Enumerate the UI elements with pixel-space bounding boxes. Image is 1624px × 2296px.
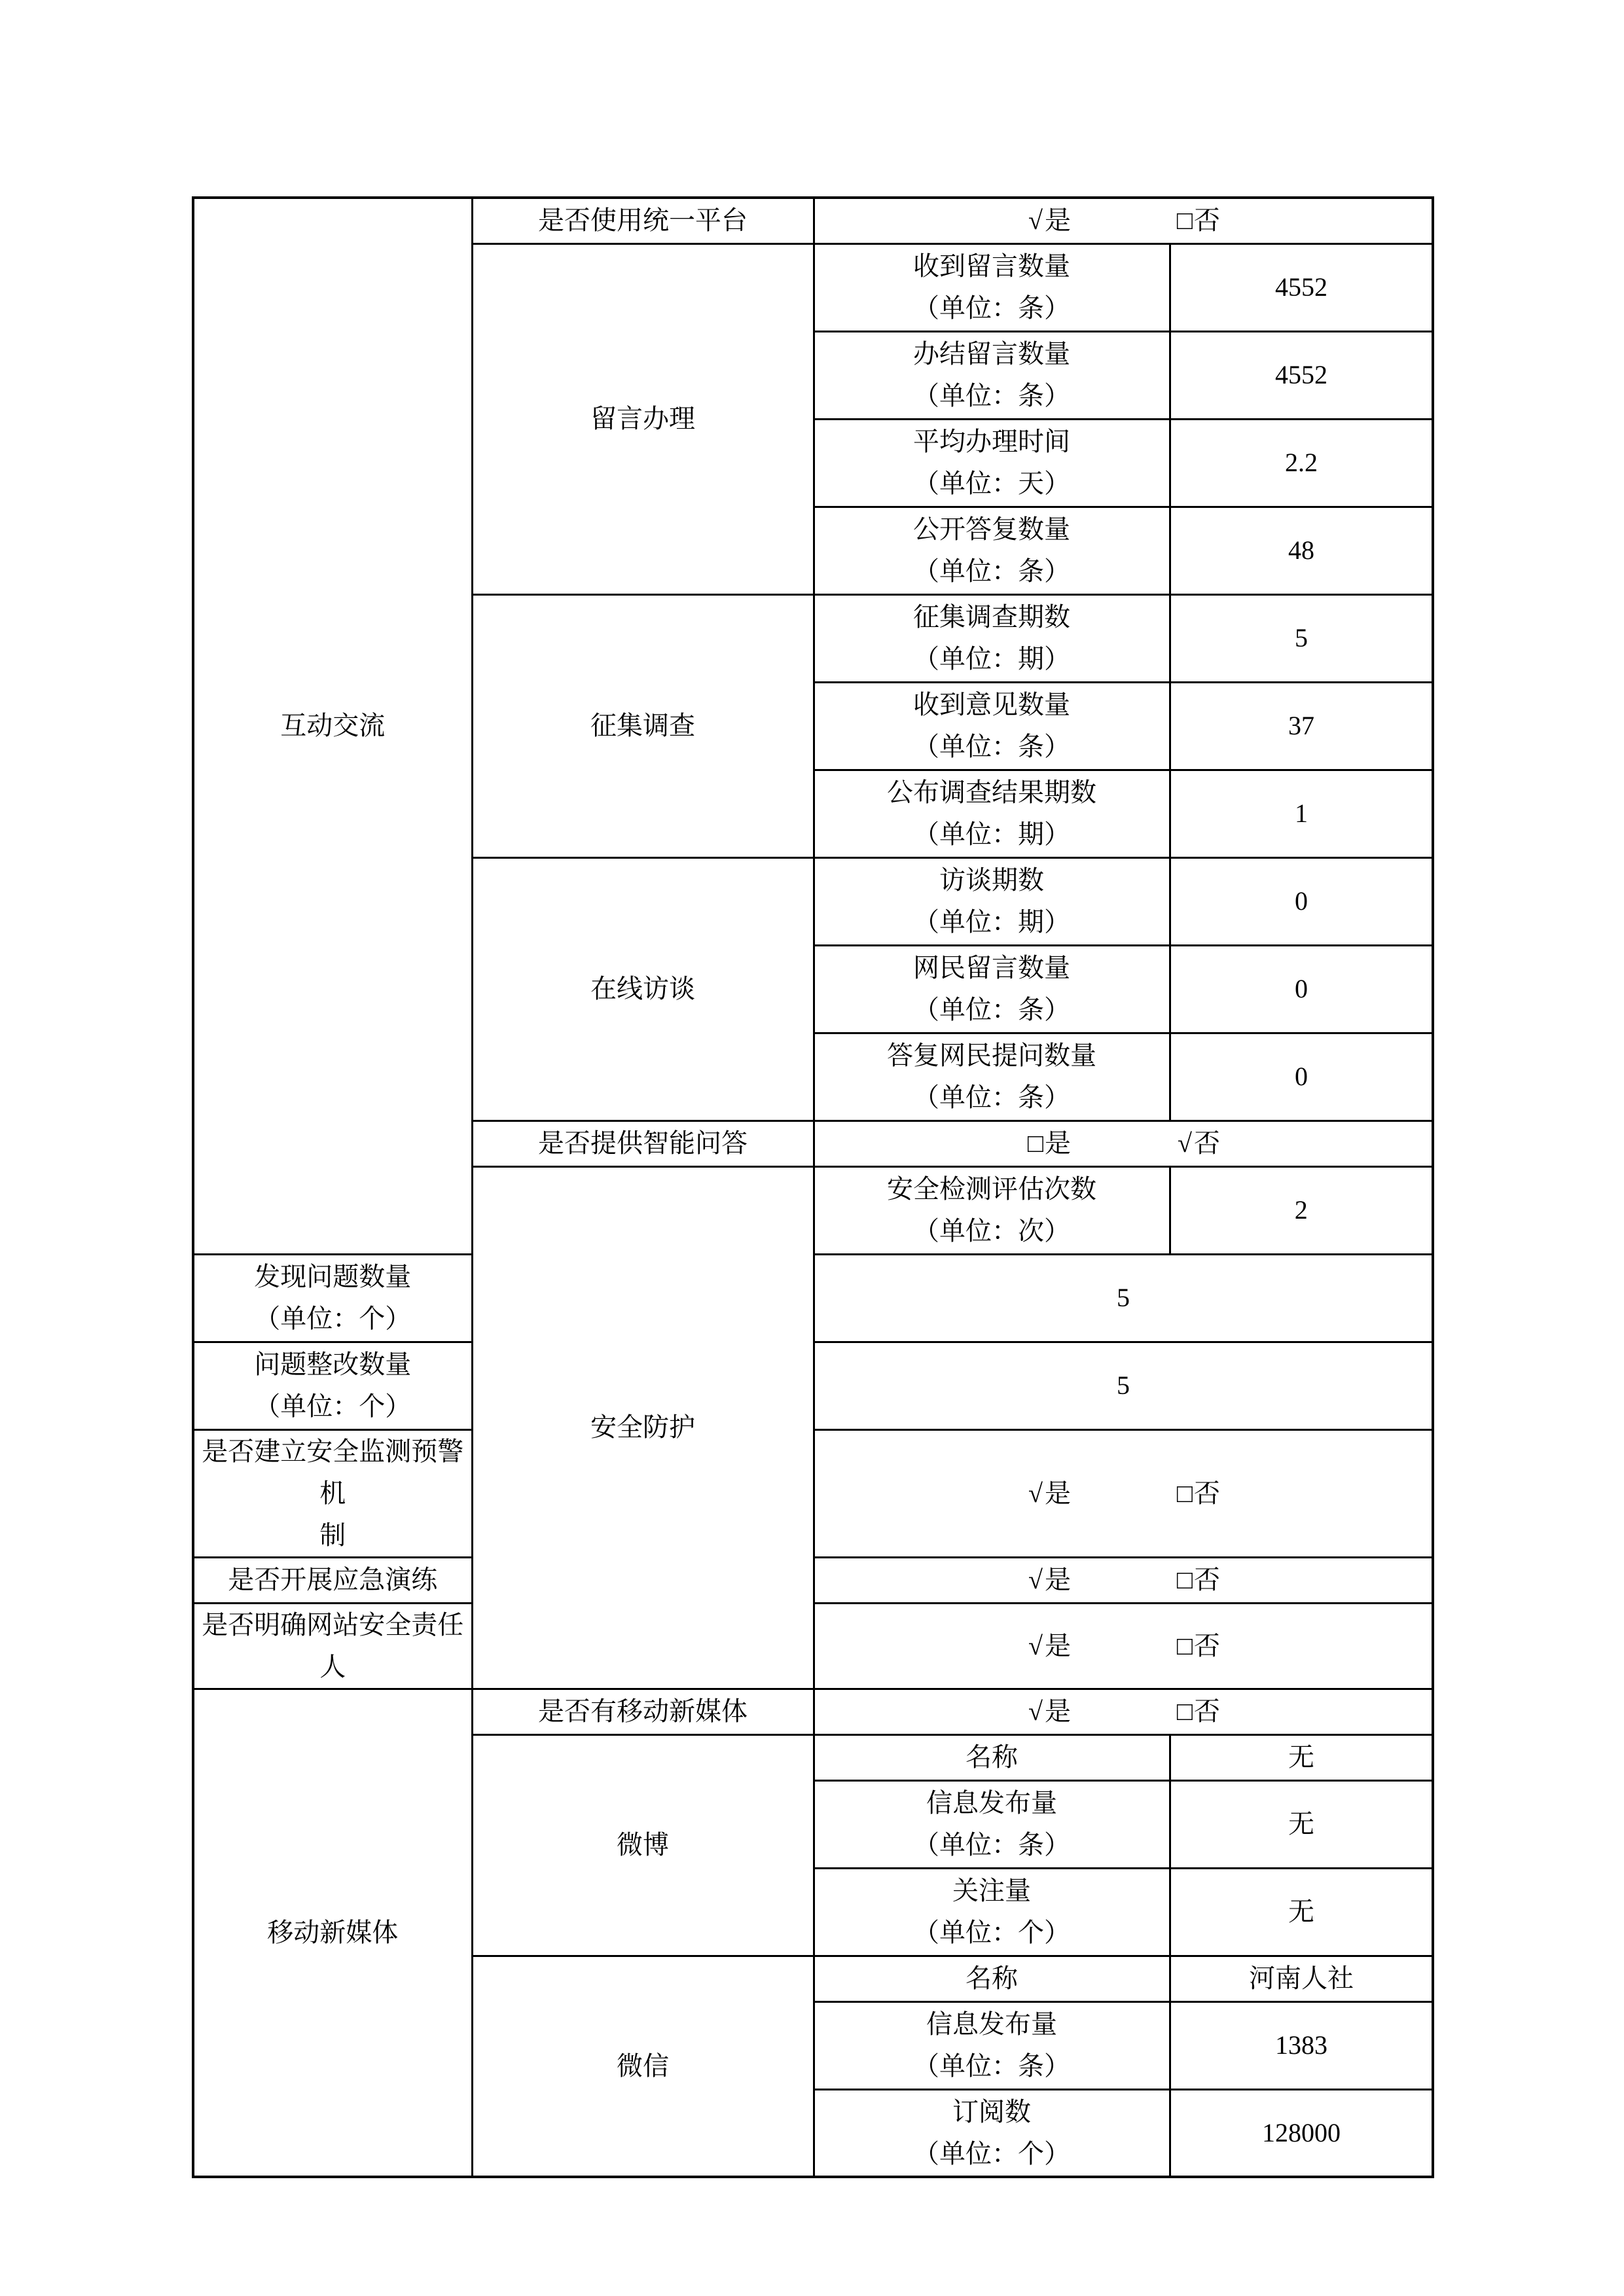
metric-label: 征集调查期数 （单位：期） [814,594,1170,682]
metric-label: 收到意见数量 （单位：条） [814,682,1170,770]
section-title-security: 安全防护 [472,1166,814,1689]
metric-value: 1 [1170,770,1433,857]
option-no: □否 [1176,1559,1220,1601]
metric-label: 问题整改数量 （单位：个） [193,1342,472,1429]
metric-label: 公开答复数量 （单位：条） [814,507,1170,594]
option-yes: √是 [1026,1473,1071,1515]
metric-value: 5 [814,1342,1433,1429]
metric-label: 访谈期数 （单位：期） [814,857,1170,945]
metric-label: 网民留言数量 （单位：条） [814,945,1170,1033]
label-has-mobile: 是否有移动新媒体 [472,1689,814,1734]
option-yes: √是 [1026,200,1071,242]
metric-value: 无 [1170,1734,1433,1780]
choice-emergency-drill [814,1557,1433,1603]
metric-label: 信息发布量 （单位：条） [814,2001,1170,2089]
metric-value: 128000 [1170,2089,1433,2177]
metric-value: 5 [814,1254,1433,1342]
label-smart-qa: 是否提供智能问答 [472,1121,814,1166]
metric-label: 名称 [814,1956,1170,2001]
subsection-title-online-interview: 在线访谈 [472,857,814,1121]
option-no: □否 [1176,200,1220,242]
option-no: √否 [1176,1122,1220,1164]
metric-label: 平均办理时间 （单位：天） [814,419,1170,507]
subsection-title-wechat: 微信 [472,1956,814,2177]
metric-value: 2 [1170,1166,1433,1254]
label-emergency-drill: 是否开展应急演练 [193,1557,472,1603]
label-warning-mechanism: 是否建立安全监测预警机 制 [193,1429,472,1557]
metric-value: 无 [1170,1868,1433,1956]
metric-label: 关注量 （单位：个） [814,1868,1170,1956]
option-yes: □是 [1026,1122,1071,1164]
subsection-title-weibo: 微博 [472,1734,814,1956]
empty-box-icon: □ [1176,1478,1193,1508]
metric-value: 5 [1170,594,1433,682]
empty-box-icon: □ [1176,1630,1193,1660]
check-mark-icon: √ [1178,1128,1192,1158]
row-has-mobile [193,1689,1433,1734]
metric-label: 答复网民提问数量 （单位：条） [814,1033,1170,1121]
metric-value: 河南人社 [1170,1956,1433,2001]
metric-label: 公布调查结果期数 （单位：期） [814,770,1170,857]
choice-responsible-person [814,1603,1433,1689]
check-mark-icon: √ [1028,206,1043,236]
check-mark-icon: √ [1028,1696,1043,1726]
metric-value: 4552 [1170,331,1433,419]
metric-label: 订阅数 （单位：个） [814,2089,1170,2177]
label-responsible-person: 是否明确网站安全责任人 [193,1603,472,1689]
check-mark-icon: √ [1028,1630,1043,1660]
option-yes: √是 [1026,1625,1071,1667]
empty-box-icon: □ [1176,1565,1193,1594]
metric-label: 安全检测评估次数 （单位：次） [814,1166,1170,1254]
option-no: □否 [1176,1625,1220,1667]
choice-warning-mechanism [814,1429,1433,1557]
metric-value: 0 [1170,1033,1433,1121]
subsection-title-message-handling: 留言办理 [472,243,814,594]
metric-label: 办结留言数量 （单位：条） [814,331,1170,419]
metric-label: 发现问题数量 （单位：个） [193,1254,472,1342]
metric-value: 2.2 [1170,419,1433,507]
check-mark-icon: √ [1028,1565,1043,1594]
empty-box-icon: □ [1176,206,1193,236]
check-mark-icon: √ [1028,1478,1043,1508]
option-yes: √是 [1026,1691,1071,1732]
choice-has-mobile [814,1689,1433,1734]
metric-label: 名称 [814,1734,1170,1780]
empty-box-icon: □ [1027,1128,1044,1158]
website-report-table [192,196,1434,2178]
subsection-title-survey: 征集调查 [472,594,814,857]
option-no: □否 [1176,1473,1220,1515]
metric-value: 0 [1170,945,1433,1033]
row-unified-platform [193,198,1433,243]
metric-value: 48 [1170,507,1433,594]
option-no: □否 [1176,1691,1220,1732]
metric-value: 37 [1170,682,1433,770]
metric-label: 信息发布量 （单位：条） [814,1780,1170,1868]
empty-box-icon: □ [1176,1696,1193,1726]
choice-smart-qa [814,1121,1433,1166]
choice-unified-platform [814,198,1433,243]
label-unified-platform: 是否使用统一平台 [472,198,814,243]
metric-label: 收到留言数量 （单位：条） [814,243,1170,331]
metric-value: 无 [1170,1780,1433,1868]
section-title-interaction: 互动交流 [193,198,472,1254]
section-title-mobile: 移动新媒体 [193,1689,472,2177]
metric-value: 0 [1170,857,1433,945]
option-yes: √是 [1026,1559,1071,1601]
metric-value: 1383 [1170,2001,1433,2089]
metric-value: 4552 [1170,243,1433,331]
